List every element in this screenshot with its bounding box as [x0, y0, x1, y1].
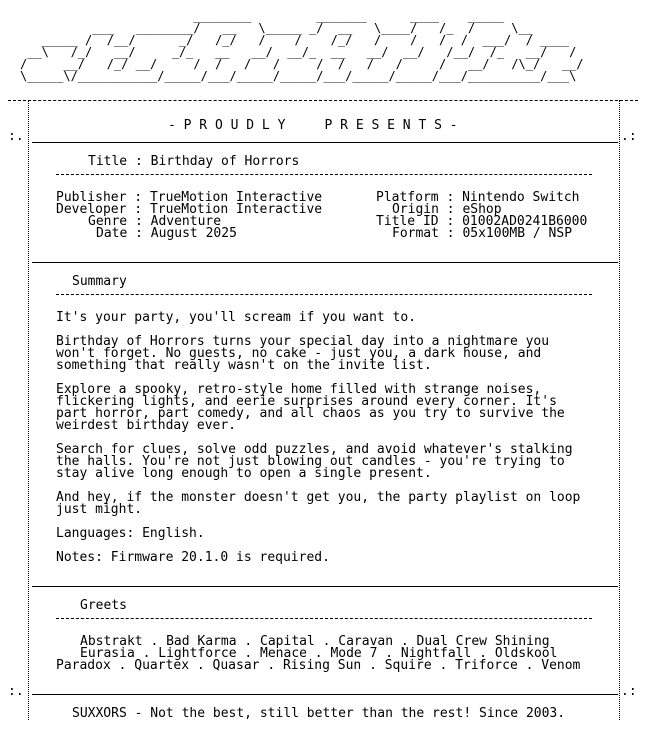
summary-paragraph: Explore a spooky, retro-style home filled with strange noises, flickering lights, and eerie surprises around every corner. It's part horror, part comedy, and all chaos as you try to survive the weirdest birthday ever.: [56, 382, 565, 433]
greets-line: Eurasia . Lightforce . Menace . Mode 7 . Nightfall . Oldskool: [80, 646, 558, 661]
release-title: Title : Birthday of Horrors: [88, 154, 300, 169]
title-underline: [56, 174, 592, 175]
summary-paragraph: Birthday of Horrors turns your special day into a nightmare you won't forget. No guests, no cake - just you, a dark house, and something that really wasn't on the invite list.: [56, 334, 550, 373]
summary-underline: [56, 294, 592, 295]
summary-paragraph: Search for clues, solve odd puzzles, and avoid whatever's stalking the halls. You're not just blowing out candles - you're trying to stay alive long enough to open a single present.: [56, 442, 573, 481]
proudly-presents-banner: - P R O U D L Y P R E S E N T S -: [168, 118, 458, 133]
section-divider-greets: [32, 586, 618, 587]
frame-corner-right: .:: [621, 129, 637, 144]
info-title-id: Title ID : 01002AD0241B6000: [376, 214, 588, 229]
info-format: Format : 05x100MB / NSP: [392, 226, 573, 241]
frame-corner-left: :.: [8, 129, 24, 144]
section-divider-top: [32, 142, 618, 143]
info-publisher: Publisher : TrueMotion Interactive: [56, 190, 323, 205]
greets-line: Paradox . Quartex . Quasar . Rising Sun . Squire . Triforce . Venom: [56, 658, 581, 673]
info-genre: Genre : Adventure: [88, 214, 222, 229]
greets-line: Abstrakt . Bad Karma . Capital . Caravan . Dual Crew Shining: [80, 634, 550, 649]
info-developer: Developer : TrueMotion Interactive: [56, 202, 323, 217]
section-divider-footer: [32, 694, 618, 695]
frame-left-border: [28, 100, 29, 720]
languages-line: Languages: English.: [56, 526, 205, 541]
footer-tagline: SUXXORS - Not the best, still better than the rest! Since 2003.: [72, 706, 566, 721]
summary-paragraph: And hey, if the monster doesn't get you, the party playlist on loop just might.: [56, 490, 581, 517]
frame-corner-left: :.: [8, 684, 24, 699]
summary-paragraph: It's your party, you'll scream if you want to.: [56, 310, 417, 325]
info-date: Date : August 2025: [96, 226, 237, 241]
summary-heading: Summary: [72, 274, 127, 289]
frame-corner-right: .:: [621, 684, 637, 699]
group-logo-ascii-art: ________ _______ ____ _____ ___ ________/ __ \_____ _/ __ \____/ /_ / \__ _____ / /__/ _/ /_/ / / /_/ / / / / ___/ / ____ __\ /_/ __/ _/_ __ __/ __/_ __ __/ __/ /__/ /_ __/ / / __/ /_/ __/ / / / / / / / / / __/ /\_/ __/ \_____\/___________/_____/___/_____/_____/___/_____/_____/___/__________/___\: [20, 9, 584, 83]
notes-line: Notes: Firmware 20.1.0 is required.: [56, 550, 330, 565]
info-platform: Platform : Nintendo Switch: [376, 190, 580, 205]
greets-heading: Greets: [80, 598, 127, 613]
frame-top-rule: [8, 100, 638, 101]
frame-right-border: [619, 100, 620, 720]
section-divider-summary: [32, 262, 618, 263]
greets-underline: [56, 618, 592, 619]
info-origin: Origin : eShop: [392, 202, 502, 217]
